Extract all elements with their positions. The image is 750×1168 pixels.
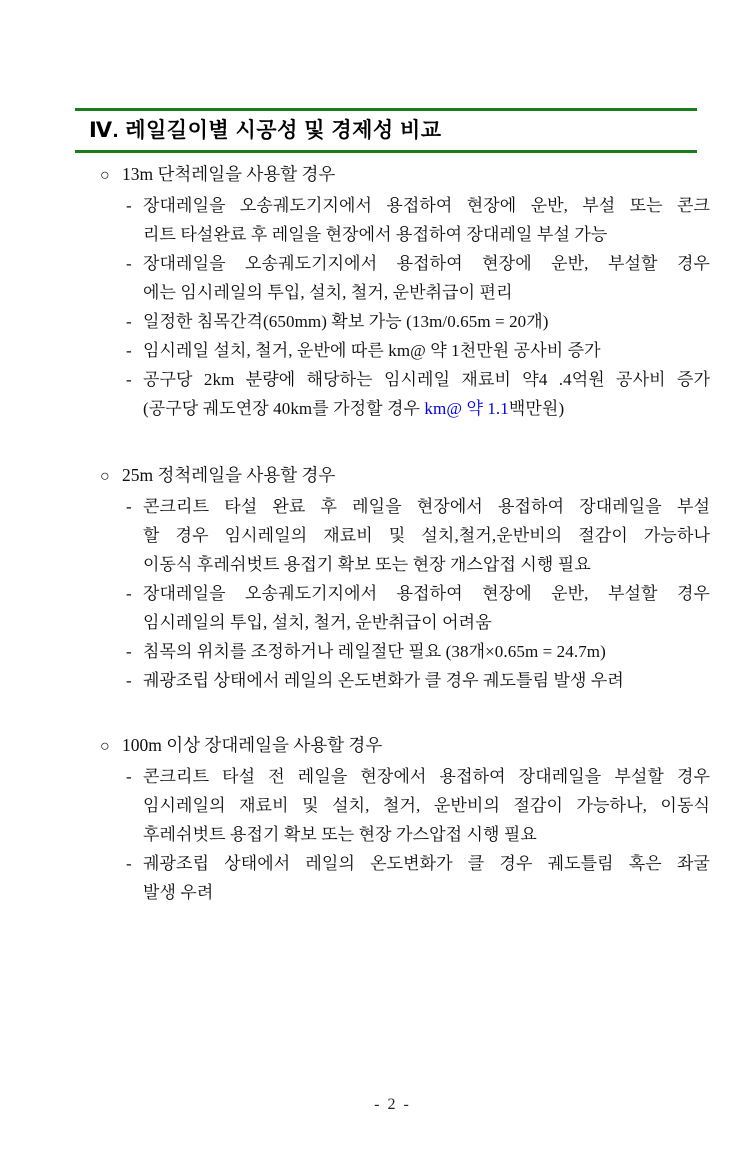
dash-marker: - bbox=[126, 584, 132, 603]
item-line: 콘크리트 타설 전 레일을 현장에서 용접하여 장대레일을 부설할 경우 bbox=[143, 767, 710, 786]
item-line: 발생 우려 bbox=[143, 883, 214, 902]
section-heading bbox=[100, 731, 710, 760]
item-line: 장대레일을 오송궤도기지에서 용접하여 현장에 운반, 부설 또는 콘크 bbox=[143, 196, 710, 215]
item-line: 궤광조립 상태에서 레일의 온도변화가 클 경우 궤도틀림 혹은 좌굴 bbox=[143, 854, 710, 873]
dash-marker: - bbox=[126, 312, 132, 331]
list-item bbox=[126, 307, 710, 336]
dash-marker: - bbox=[126, 671, 132, 690]
dash-marker: - bbox=[126, 341, 132, 360]
item-line: 임시레일 설치, 철거, 운반에 따른 km@ 약 1천만원 공사비 증가 bbox=[143, 341, 601, 360]
list-item bbox=[126, 365, 710, 423]
document-body bbox=[100, 160, 710, 907]
dash-marker: - bbox=[126, 196, 132, 215]
section-heading-text: 13m 단척레일을 사용할 경우 bbox=[122, 164, 336, 184]
page-title: Ⅳ. 레일길이별 시공성 및 경제성 비교 bbox=[89, 119, 442, 142]
section-13m bbox=[100, 160, 710, 423]
list-item bbox=[126, 762, 710, 849]
list-item bbox=[126, 637, 710, 666]
section-heading-text: 100m 이상 장대레일을 사용할 경우 bbox=[122, 735, 383, 755]
dash-marker: - bbox=[126, 497, 132, 516]
section-heading bbox=[100, 461, 710, 490]
section-100m bbox=[100, 731, 710, 907]
list-item bbox=[126, 579, 710, 637]
note-suffix: 백만원) bbox=[508, 399, 565, 418]
circle-bullet-icon: ○ bbox=[100, 738, 110, 755]
item-line: 이동식 후레쉬벗트 용접기 확보 또는 현장 개스압접 시행 필요 bbox=[143, 555, 591, 574]
section-items bbox=[100, 492, 710, 695]
dash-marker: - bbox=[126, 767, 132, 786]
item-line: 임시레일의 투입, 설치, 철거, 운반취급이 어려움 bbox=[143, 613, 492, 632]
section-heading bbox=[100, 160, 710, 189]
dash-marker: - bbox=[126, 254, 132, 273]
list-item bbox=[126, 849, 710, 907]
item-line: 리트 타설완료 후 레일을 현장에서 용접하여 장대레일 부설 가능 bbox=[143, 225, 608, 244]
list-item bbox=[126, 492, 710, 579]
list-item bbox=[126, 249, 710, 307]
item-line: 공구당 2km 분량에 해당하는 임시레일 재료비 약4 .4억원 공사비 증가 bbox=[143, 370, 710, 389]
item-line: 궤광조립 상태에서 레일의 온도변화가 클 경우 궤도틀림 발생 우려 bbox=[143, 671, 624, 690]
item-line: 침목의 위치를 조정하거나 레일절단 필요 (38개×0.65m = 24.7m) bbox=[143, 642, 606, 661]
dash-marker: - bbox=[126, 854, 132, 873]
section-heading-text: 25m 정척레일을 사용할 경우 bbox=[122, 465, 336, 485]
item-line: 장대레일을 오송궤도기지에서 용접하여 현장에 운반, 부설할 경우 bbox=[143, 584, 710, 603]
dash-marker: - bbox=[126, 370, 132, 389]
item-line: 에는 임시레일의 투입, 설치, 철거, 운반취급이 편리 bbox=[143, 283, 513, 302]
item-note-line bbox=[143, 394, 710, 423]
item-line: 장대레일을 오송궤도기지에서 용접하여 현장에 운반, 부설할 경우 bbox=[143, 254, 710, 273]
note-prefix: (공구당 궤도연장 40km를 가정할 경우 bbox=[143, 399, 425, 418]
item-line: 후레쉬벗트 용접기 확보 또는 현장 가스압접 시행 필요 bbox=[143, 825, 537, 844]
item-line: 할 경우 임시레일의 재료비 및 설치,철거,운반비의 절감이 가능하나 bbox=[143, 526, 710, 545]
section-items bbox=[100, 762, 710, 907]
title-banner bbox=[75, 108, 697, 153]
item-line: 임시레일의 재료비 및 설치, 철거, 운반비의 절감이 가능하나, 이동식 bbox=[143, 796, 710, 815]
circle-bullet-icon: ○ bbox=[100, 167, 110, 184]
circle-bullet-icon: ○ bbox=[100, 468, 110, 485]
section-25m bbox=[100, 461, 710, 695]
section-items bbox=[100, 191, 710, 423]
dash-marker: - bbox=[126, 642, 132, 661]
list-item bbox=[126, 191, 710, 249]
item-line: 일정한 침목간격(650mm) 확보 가능 (13m/0.65m = 20개) bbox=[143, 312, 549, 331]
list-item bbox=[126, 666, 710, 695]
list-item bbox=[126, 336, 710, 365]
page-number: - 2 - bbox=[374, 1096, 411, 1113]
note-highlight-blue: km@ 약 1.1 bbox=[424, 399, 509, 418]
item-line: 콘크리트 타설 완료 후 레일을 현장에서 용접하여 장대레일을 부설 bbox=[143, 497, 710, 516]
